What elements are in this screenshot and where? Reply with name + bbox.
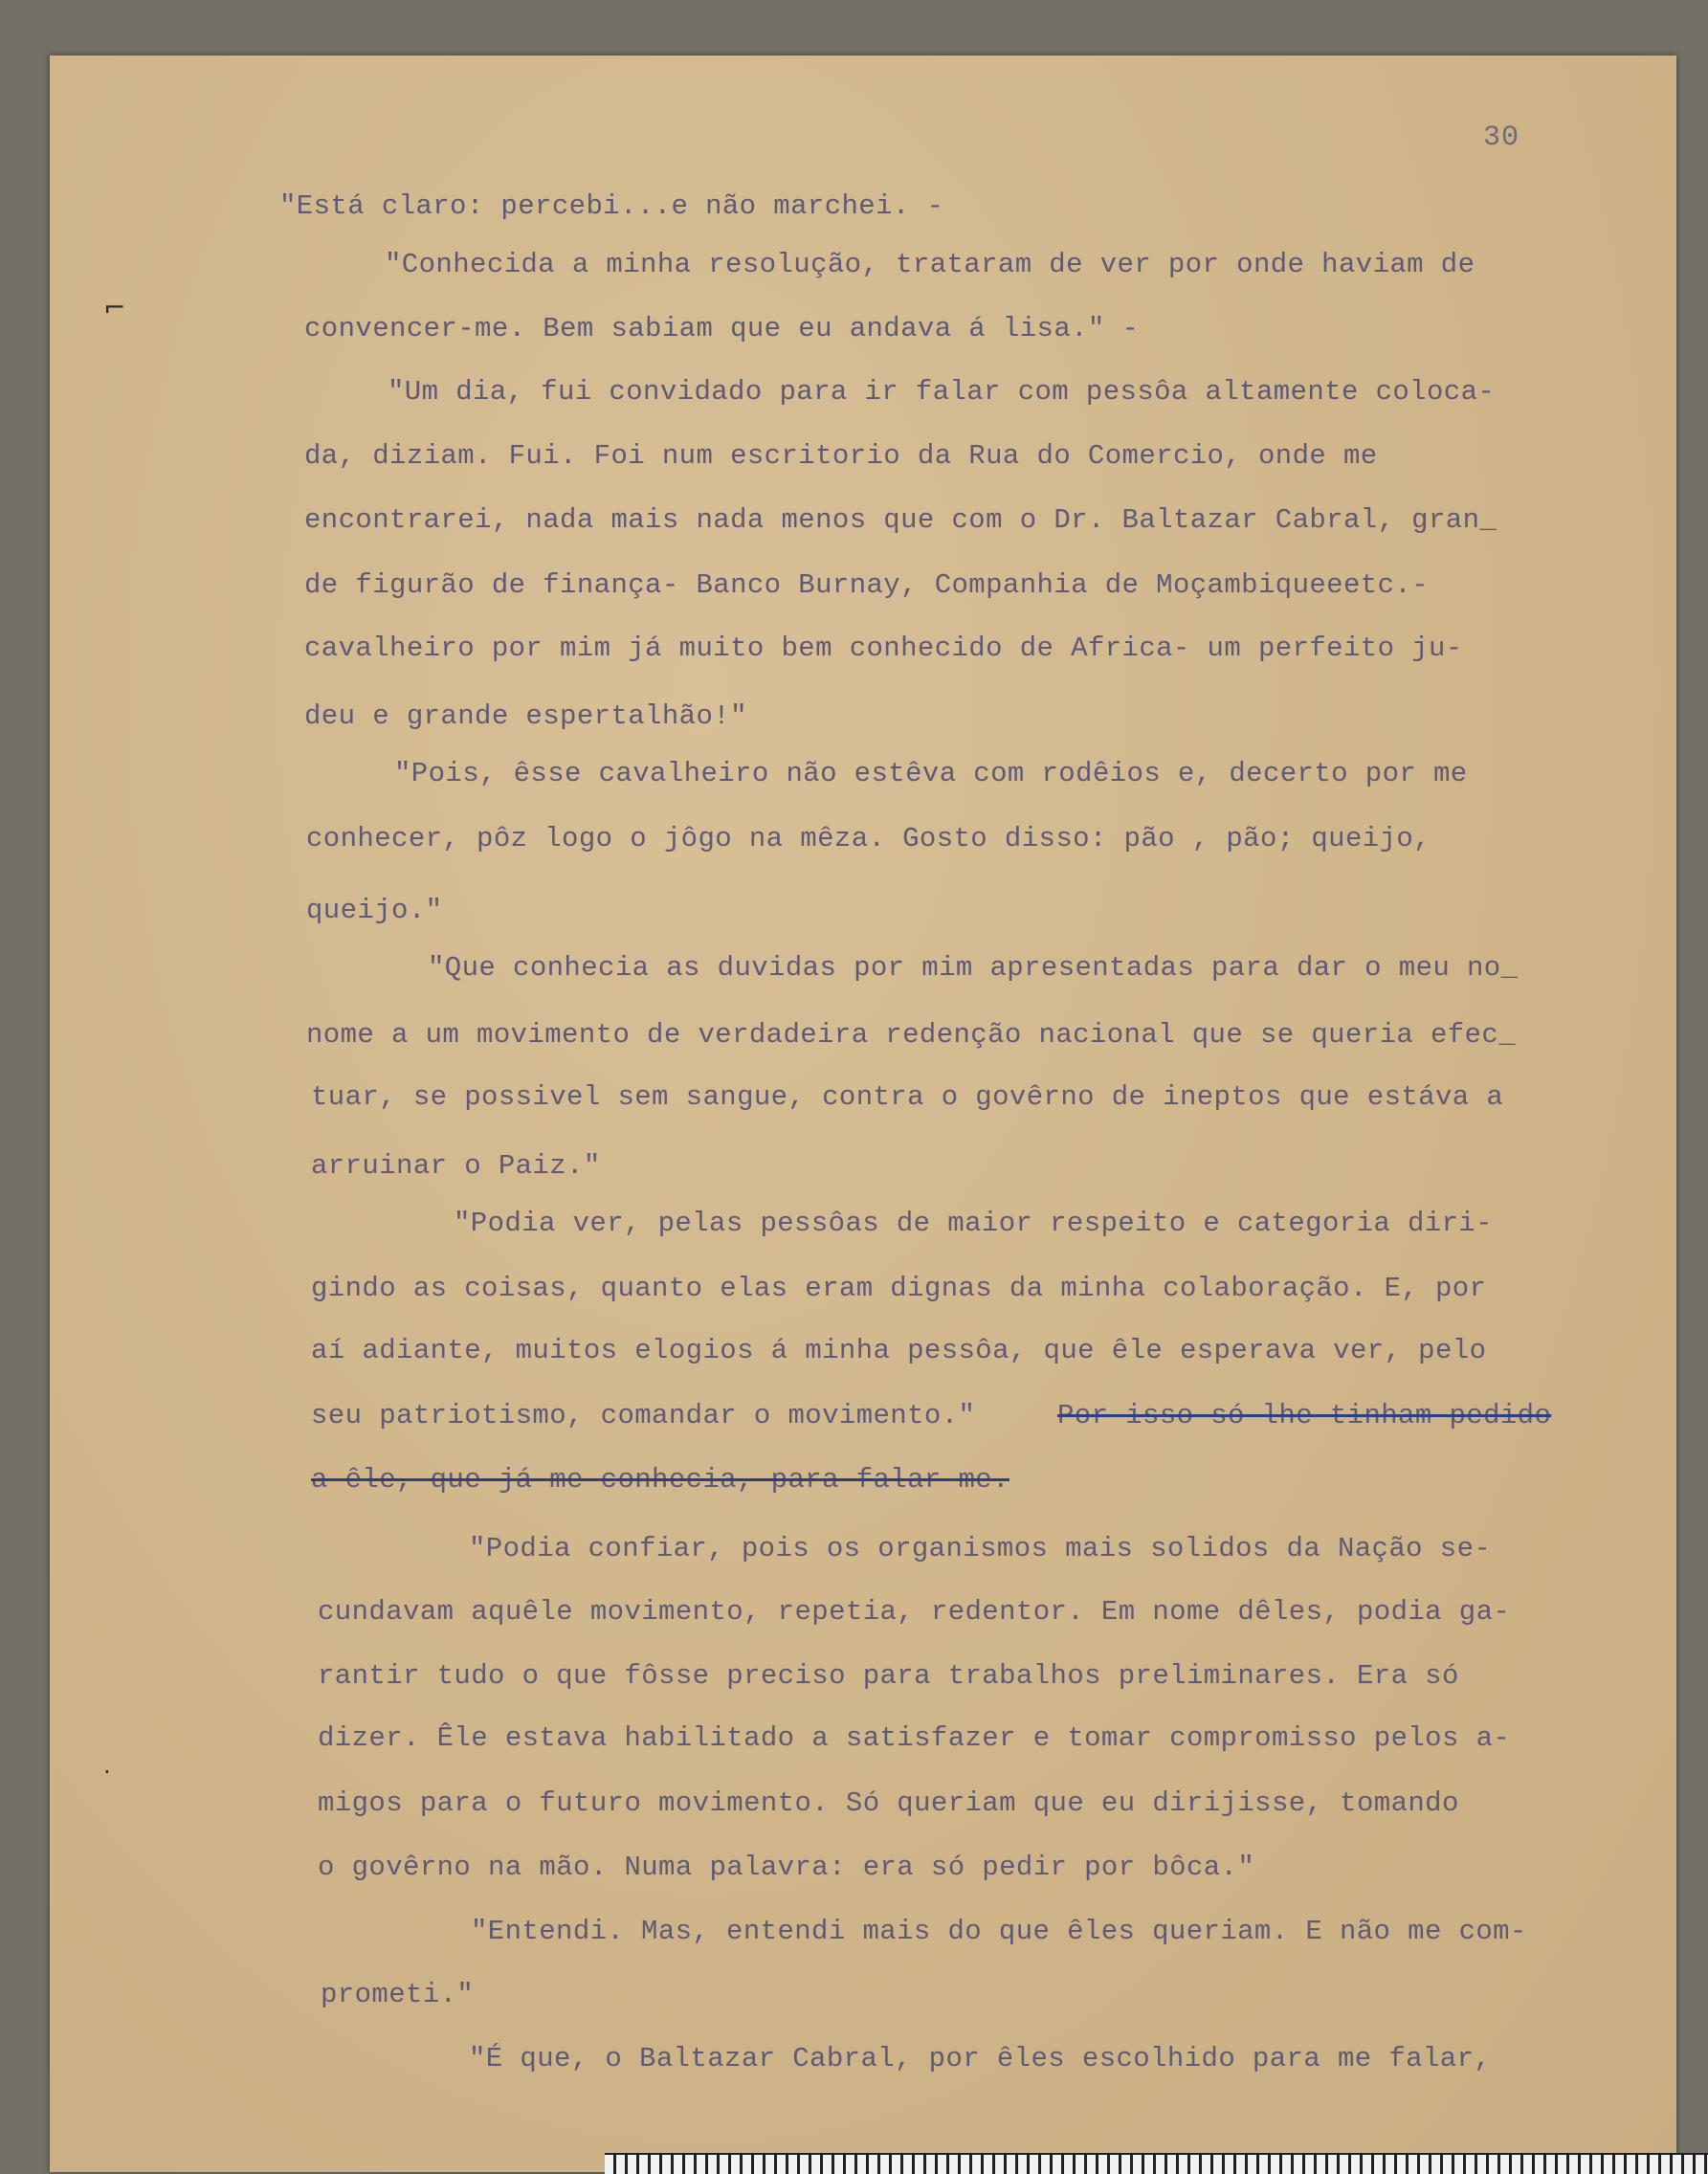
text-line: "É que, o Baltazar Cabral, por êles escolhido para me falar,	[469, 2043, 1492, 2074]
text-line: cavalheiro por mim já muito bem conhecido de Africa- um perfeito ju-	[304, 632, 1463, 664]
text-line: nome a um movimento de verdadeira redenção nacional que se queria efec_	[306, 1019, 1517, 1051]
text-line: dizer. Êle estava habilitado a satisfazer e tomar compromisso pelos a-	[318, 1722, 1511, 1754]
text-line: prometi."	[321, 1979, 475, 2010]
text-line: de figurão de finança- Banco Burnay, Companhia de Moçambiqueeetc.-	[304, 569, 1429, 601]
struck-text-line: a êle, que já me conhecia, para falar-me.	[311, 1464, 1009, 1496]
struck-text-line: Por isso só lhe tinham pedido	[1057, 1400, 1552, 1431]
text-line: seu patriotismo, comandar o movimento."	[311, 1400, 976, 1431]
text-line: "Que conhecia as duvidas por mim apresentadas para dar o meu no_	[428, 952, 1519, 984]
text-line: arruinar o Paiz."	[311, 1150, 601, 1182]
text-line: rantir tudo o que fôsse preciso para trabalhos preliminares. Era só	[318, 1660, 1459, 1692]
text-line: "Entendi. Mas, entendi mais do que êles queriam. E não me com-	[471, 1916, 1527, 1947]
text-line: tuar, se possivel sem sangue, contra o govêrno de ineptos que estáva a	[311, 1081, 1504, 1113]
text-line: aí adiante, muitos elogios á minha pessôa, que êle esperava ver, pelo	[311, 1335, 1487, 1366]
text-line: "Podia confiar, pois os organismos mais solidos da Nação se-	[469, 1533, 1492, 1564]
text-line: "Podia ver, pelas pessôas de maior respeito e categoria diri-	[454, 1208, 1493, 1239]
text-line: conhecer, pôz logo o jôgo na mêza. Gosto disso: pão , pão; queijo,	[306, 823, 1431, 854]
text-line: deu e grande espertalhão!"	[304, 700, 747, 732]
text-line: "Pois, êsse cavalheiro não estêva com rodêios e, decerto por me	[394, 758, 1468, 789]
text-line: migos para o futuro movimento. Só queriam que eu dirijisse, tomando	[318, 1787, 1459, 1819]
margin-mark-bottom: ·	[103, 1759, 111, 1786]
text-line: "Um dia, fui convidado para ir falar com pessôa altamente coloca-	[388, 376, 1496, 408]
margin-mark-top: ⌐	[103, 292, 126, 323]
text-line: "Conhecida a minha resolução, trataram de ver por onde haviam de	[385, 249, 1475, 280]
text-line: o govêrno na mão. Numa palavra: era só pedir por bôca."	[318, 1852, 1255, 1883]
text-line: convencer-me. Bem sabiam que eu andava á lisa." -	[304, 313, 1140, 344]
text-line: "Está claro: percebi...e não marchei. -	[279, 190, 944, 222]
text-line: queijo."	[306, 895, 443, 926]
page-number: 30	[1483, 122, 1520, 154]
text-line: da, diziam. Fui. Foi num escritorio da Rua do Comercio, onde me	[304, 440, 1378, 472]
measurement-scale-bar	[605, 2153, 1708, 2174]
text-line: encontrarei, nada mais nada menos que com o Dr. Baltazar Cabral, gran_	[304, 504, 1497, 536]
text-line: gindo as coisas, quanto elas eram dignas da minha colaboração. E, por	[311, 1273, 1487, 1304]
text-line: cundavam aquêle movimento, repetia, redentor. Em nome dêles, podia ga-	[318, 1596, 1511, 1628]
